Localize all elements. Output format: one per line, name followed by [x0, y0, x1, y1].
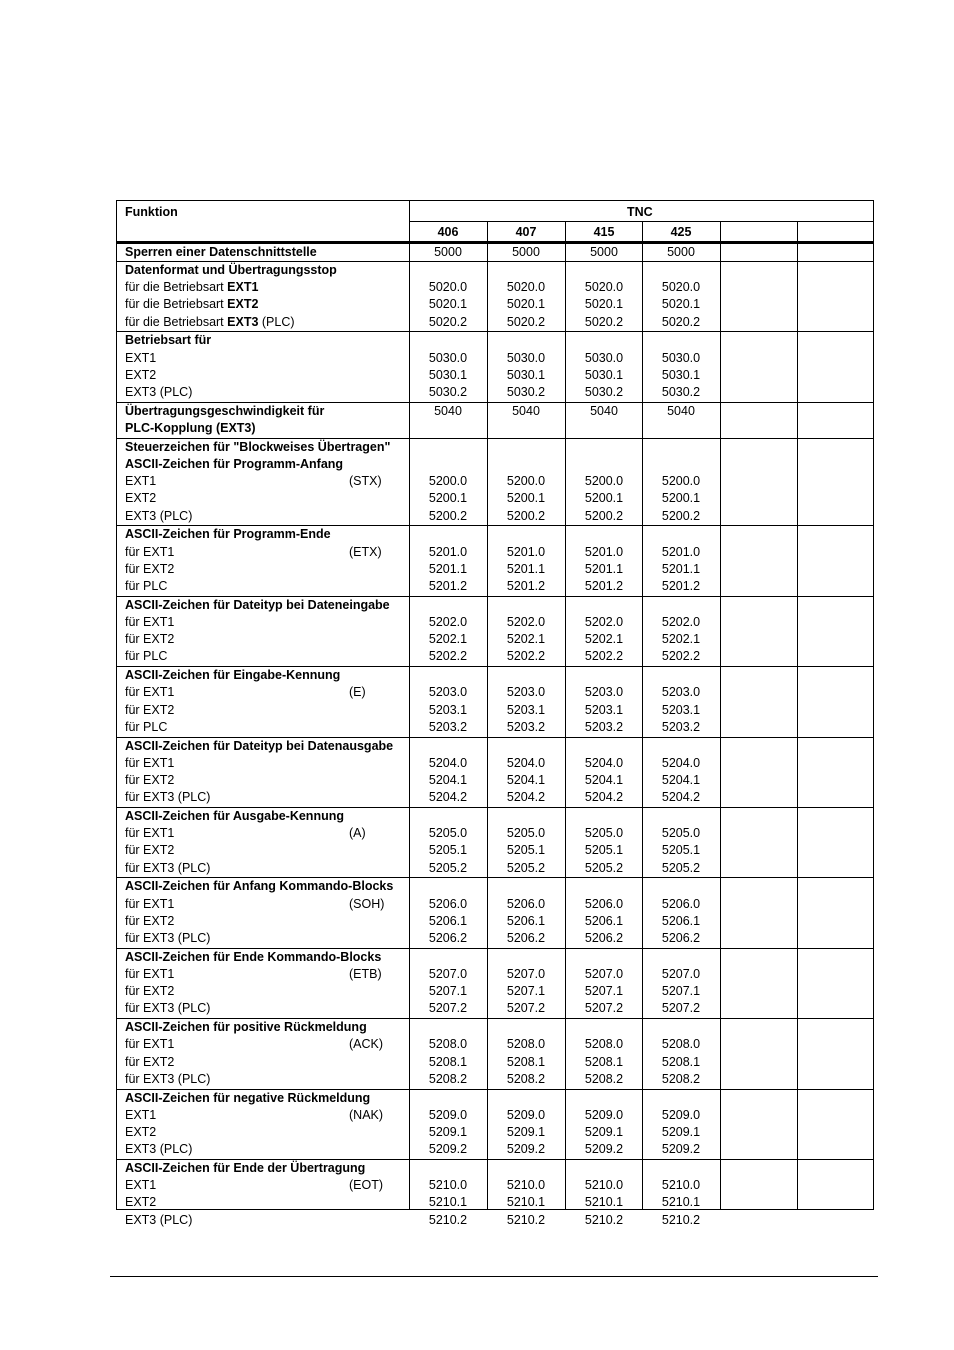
ascii-code-label: (EOT) — [349, 1178, 384, 1193]
row-value: 5203.2 — [584, 719, 624, 734]
row-label: für PLC — [125, 649, 168, 664]
group-title: Datenformat und Übertragungsstop — [125, 263, 337, 277]
row-value: 5207.1 — [506, 984, 546, 999]
row-value: 5209.0 — [661, 1107, 701, 1122]
row-value: 5208.1 — [428, 1054, 468, 1069]
row-value: 5204.2 — [584, 790, 624, 805]
row-value: 5207.1 — [428, 984, 468, 999]
row-label: für EXT2 — [125, 632, 175, 647]
row-value: 5203.0 — [428, 685, 468, 700]
sperren-value-407: 5000 — [512, 245, 540, 259]
row-value: 5209.2 — [661, 1142, 701, 1157]
row-value: 5020.0 — [506, 280, 546, 295]
row-value: 5204.0 — [661, 755, 701, 770]
ascii-code-label: (ETX) — [349, 544, 382, 559]
row-label: für EXT2 — [125, 913, 175, 928]
sperren-value-415: 5000 — [590, 245, 618, 259]
row-value: 5210.0 — [428, 1178, 468, 1193]
row-label: EXT3 (PLC) — [125, 508, 193, 523]
group-value: 5040 — [590, 403, 618, 418]
row-value: 5207.0 — [661, 967, 701, 981]
row-value: 5030.2 — [506, 385, 546, 399]
row-value: 5205.0 — [584, 826, 624, 841]
row-value: 5205.1 — [661, 843, 701, 858]
row-label: EXT2 — [125, 1195, 157, 1210]
row-value: 5020.1 — [661, 297, 701, 312]
group-title: ASCII-Zeichen für Dateityp bei Dateneingabe — [125, 597, 390, 612]
parameter-table — [116, 200, 874, 1227]
row-label: für die Betriebsart EXT2 — [125, 297, 259, 312]
row-value: 5208.2 — [428, 1071, 468, 1086]
footer-rule — [110, 1276, 878, 1277]
row-label: für EXT3 (PLC) — [125, 1071, 211, 1086]
row-value: 5205.1 — [428, 843, 468, 858]
row-value: 5201.0 — [506, 544, 546, 559]
row-value: 5203.1 — [584, 702, 624, 717]
group-title: Steuerzeichen für "Blockweises Übertragen" — [125, 439, 391, 454]
row-value: 5020.2 — [661, 314, 701, 329]
row-value: 5210.1 — [584, 1195, 624, 1210]
row-value: 5207.0 — [506, 967, 546, 981]
row-value: 5208.1 — [506, 1054, 546, 1069]
row-value: 5203.0 — [584, 685, 624, 700]
row-label: EXT1 — [125, 474, 157, 489]
row-value: 5030.0 — [506, 350, 546, 365]
group-title: ASCII-Zeichen für Ende Kommando-Blocks — [125, 949, 382, 964]
row-value: 5202.2 — [584, 649, 624, 664]
column-divider — [797, 221, 798, 1209]
row-value: 5201.0 — [428, 544, 468, 559]
row-label: für EXT1 — [125, 826, 175, 841]
row-value: 5207.0 — [584, 967, 624, 981]
header-divider — [409, 221, 873, 222]
group-title: Übertragungsgeschwindigkeit für — [125, 403, 325, 418]
row-value: 5203.1 — [506, 702, 546, 717]
row-label: EXT3 (PLC) — [125, 1212, 193, 1227]
row-value: 5030.1 — [661, 367, 701, 382]
row-value: 5206.1 — [584, 913, 624, 928]
row-divider — [117, 331, 873, 332]
row-value: 5207.2 — [506, 1001, 546, 1016]
row-label: für PLC — [125, 719, 168, 734]
group-title: ASCII-Zeichen für Eingabe-Kennung — [125, 668, 341, 683]
row-value: 5202.0 — [584, 615, 624, 629]
row-value: 5206.1 — [506, 913, 546, 928]
header-model-415: 415 — [593, 225, 615, 239]
row-value: 5202.1 — [661, 632, 701, 647]
row-value: 5209.1 — [661, 1125, 701, 1139]
row-value: 5204.0 — [584, 755, 624, 770]
header-model-406: 406 — [437, 225, 459, 239]
row-value: 5209.2 — [584, 1142, 624, 1157]
row-value: 5201.1 — [428, 561, 468, 576]
row-value: 5203.0 — [661, 685, 701, 700]
row-value: 5210.2 — [661, 1212, 701, 1227]
row-label: für EXT3 (PLC) — [125, 860, 211, 875]
row-value: 5200.1 — [428, 491, 468, 506]
row-value: 5204.0 — [506, 755, 546, 770]
row-value: 5209.2 — [506, 1142, 546, 1157]
row-value: 5204.2 — [506, 790, 546, 805]
row-label: für EXT1 — [125, 967, 175, 981]
group-value: 5040 — [434, 403, 462, 418]
header-model-425: 425 — [670, 225, 692, 239]
row-label: für EXT1 — [125, 755, 175, 770]
row-value: 5202.1 — [584, 632, 624, 647]
row-label: EXT2 — [125, 491, 157, 506]
row-label: EXT2 — [125, 367, 157, 382]
row-label: EXT1 — [125, 1107, 157, 1122]
row-label: EXT3 (PLC) — [125, 385, 193, 399]
row-label: für EXT2 — [125, 773, 175, 787]
row-value: 5202.1 — [506, 632, 546, 647]
ascii-code-label: (ETB) — [349, 967, 382, 981]
row-value: 5209.1 — [506, 1125, 546, 1139]
row-value: 5030.1 — [584, 367, 624, 382]
row-value: 5210.1 — [506, 1195, 546, 1210]
row-value: 5030.2 — [428, 385, 468, 399]
row-divider — [117, 261, 873, 262]
row-value: 5202.0 — [506, 615, 546, 629]
row-divider — [117, 596, 873, 597]
row-value: 5209.0 — [428, 1107, 468, 1122]
row-divider — [117, 807, 873, 808]
row-value: 5205.0 — [661, 826, 701, 841]
ascii-code-label: (E) — [349, 685, 366, 700]
row-divider — [117, 948, 873, 949]
ascii-code-label: (ACK) — [349, 1037, 384, 1052]
row-value: 5200.2 — [506, 508, 546, 523]
row-value: 5201.0 — [584, 544, 624, 559]
row-value: 5020.2 — [584, 314, 624, 329]
group-title: ASCII-Zeichen für Programm-Anfang — [125, 457, 344, 471]
row-value: 5205.1 — [506, 843, 546, 858]
row-label: für EXT2 — [125, 843, 175, 858]
row-value: 5207.0 — [428, 967, 468, 981]
row-value: 5206.2 — [428, 931, 468, 945]
group-title: ASCII-Zeichen für Programm-Ende — [125, 527, 331, 542]
row-value: 5204.1 — [506, 773, 546, 787]
row-value: 5201.2 — [661, 579, 701, 593]
column-divider — [487, 221, 488, 1209]
group-title: ASCII-Zeichen für negative Rückmeldung — [125, 1090, 371, 1105]
row-divider — [117, 737, 873, 738]
row-label: für EXT3 (PLC) — [125, 790, 211, 805]
ascii-code-label: (NAK) — [349, 1107, 384, 1122]
row-value: 5204.0 — [428, 755, 468, 770]
ascii-code-label: (SOH) — [349, 896, 385, 911]
row-label: für EXT2 — [125, 561, 175, 576]
row-value: 5205.2 — [661, 860, 701, 875]
row-value: 5209.0 — [584, 1107, 624, 1122]
row-value: 5207.2 — [428, 1001, 468, 1016]
row-value: 5030.1 — [428, 367, 468, 382]
header-tnc: TNC — [627, 205, 653, 219]
row-value: 5203.2 — [661, 719, 701, 734]
group-title: ASCII-Zeichen für Dateityp bei Datenausgabe — [125, 738, 394, 753]
row-value: 5208.0 — [428, 1037, 468, 1052]
row-value: 5206.2 — [506, 931, 546, 945]
row-value: 5020.1 — [428, 297, 468, 312]
row-value: 5209.1 — [584, 1125, 624, 1139]
row-value: 5203.1 — [428, 702, 468, 717]
row-value: 5210.2 — [584, 1212, 624, 1227]
row-value: 5020.0 — [661, 280, 701, 295]
row-value: 5020.0 — [584, 280, 624, 295]
row-value: 5207.2 — [584, 1001, 624, 1016]
row-value: 5020.2 — [428, 314, 468, 329]
row-value: 5200.2 — [584, 508, 624, 523]
column-divider — [565, 221, 566, 1209]
row-divider — [117, 1089, 873, 1090]
row-value: 5206.0 — [661, 896, 701, 911]
row-value: 5200.0 — [584, 474, 624, 489]
row-value: 5203.2 — [506, 719, 546, 734]
row-label: für die Betriebsart EXT3 (PLC) — [125, 314, 295, 329]
row-value: 5201.1 — [506, 561, 546, 576]
row-value: 5210.0 — [584, 1178, 624, 1193]
row-value: 5208.0 — [584, 1037, 624, 1052]
row-value: 5203.2 — [428, 719, 468, 734]
row-label: für EXT2 — [125, 984, 175, 999]
row-value: 5202.2 — [428, 649, 468, 664]
row-value: 5206.0 — [428, 896, 468, 911]
row-value: 5201.1 — [584, 561, 624, 576]
row-label: für die Betriebsart EXT1 — [125, 280, 259, 295]
column-divider — [642, 221, 643, 1209]
row-value: 5207.1 — [661, 984, 701, 999]
sperren-label: Sperren einer Datenschnittstelle — [125, 245, 317, 259]
row-divider — [117, 438, 873, 439]
row-value: 5200.2 — [428, 508, 468, 523]
row-value: 5205.1 — [584, 843, 624, 858]
row-value: 5208.2 — [661, 1071, 701, 1086]
row-value: 5205.2 — [584, 860, 624, 875]
row-value: 5203.1 — [661, 702, 701, 717]
row-value: 5204.2 — [428, 790, 468, 805]
row-value: 5205.0 — [428, 826, 468, 841]
row-value: 5204.2 — [661, 790, 701, 805]
header-bottom-rule — [117, 241, 873, 244]
row-value: 5208.0 — [661, 1037, 701, 1052]
row-value: 5201.2 — [428, 579, 468, 593]
group-title: ASCII-Zeichen für Ende der Übertragung — [125, 1161, 366, 1175]
row-label: für EXT1 — [125, 544, 175, 559]
row-value: 5020.0 — [428, 280, 468, 295]
row-value: 5209.1 — [428, 1125, 468, 1139]
row-value: 5201.0 — [661, 544, 701, 559]
group-title: PLC-Kopplung (EXT3) — [125, 421, 256, 435]
row-value: 5202.1 — [428, 632, 468, 647]
row-value: 5020.2 — [506, 314, 546, 329]
row-value: 5210.2 — [428, 1212, 468, 1227]
row-value: 5204.1 — [584, 773, 624, 787]
row-value: 5208.2 — [584, 1071, 624, 1086]
row-label: für EXT1 — [125, 896, 175, 911]
row-value: 5206.2 — [661, 931, 701, 945]
row-value: 5210.0 — [661, 1178, 701, 1193]
row-label: für EXT1 — [125, 1037, 175, 1052]
row-value: 5201.2 — [506, 579, 546, 593]
row-value: 5030.0 — [661, 350, 701, 365]
row-value: 5200.0 — [506, 474, 546, 489]
row-label: für EXT2 — [125, 702, 175, 717]
row-value: 5030.2 — [584, 385, 624, 399]
row-divider — [117, 666, 873, 667]
row-value: 5203.0 — [506, 685, 546, 700]
column-divider — [720, 221, 721, 1209]
row-label: EXT2 — [125, 1125, 157, 1139]
row-value: 5205.2 — [428, 860, 468, 875]
sperren-value-406: 5000 — [434, 245, 462, 259]
row-value: 5202.2 — [661, 649, 701, 664]
row-value: 5205.2 — [506, 860, 546, 875]
row-value: 5208.2 — [506, 1071, 546, 1086]
row-value: 5020.1 — [506, 297, 546, 312]
ascii-code-label: (STX) — [349, 474, 382, 489]
row-value: 5206.1 — [661, 913, 701, 928]
group-title: ASCII-Zeichen für Ausgabe-Kennung — [125, 809, 344, 823]
row-value: 5208.1 — [584, 1054, 624, 1069]
row-label: EXT3 (PLC) — [125, 1142, 193, 1157]
row-value: 5210.1 — [661, 1195, 701, 1210]
row-value: 5202.0 — [428, 615, 468, 629]
row-value: 5201.1 — [661, 561, 701, 576]
row-value: 5030.0 — [428, 350, 468, 365]
header-funktion: Funktion — [125, 205, 178, 219]
row-label: für PLC — [125, 579, 168, 593]
ascii-code-label: (A) — [349, 826, 366, 841]
row-label: für EXT3 (PLC) — [125, 1001, 211, 1016]
group-title: ASCII-Zeichen für Anfang Kommando-Blocks — [125, 879, 394, 894]
row-value: 5210.0 — [506, 1178, 546, 1193]
row-value: 5204.1 — [661, 773, 701, 787]
header-model-407: 407 — [515, 225, 537, 239]
row-value: 5030.0 — [584, 350, 624, 365]
sperren-value-425: 5000 — [667, 245, 695, 259]
row-value: 5209.2 — [428, 1142, 468, 1157]
row-divider — [117, 877, 873, 878]
row-value: 5207.2 — [661, 1001, 701, 1016]
row-value: 5200.2 — [661, 508, 701, 523]
row-label: für EXT1 — [125, 685, 175, 700]
row-value: 5206.2 — [584, 931, 624, 945]
row-label: EXT1 — [125, 1178, 157, 1193]
row-value: 5206.0 — [584, 896, 624, 911]
group-value: 5040 — [512, 403, 540, 418]
group-value: 5040 — [667, 403, 695, 418]
row-value: 5030.2 — [661, 385, 701, 399]
row-divider — [117, 525, 873, 526]
row-divider — [117, 402, 873, 403]
row-value: 5200.1 — [584, 491, 624, 506]
row-value: 5206.0 — [506, 896, 546, 911]
row-value: 5020.1 — [584, 297, 624, 312]
row-value: 5210.1 — [428, 1195, 468, 1210]
row-value: 5201.2 — [584, 579, 624, 593]
row-value: 5205.0 — [506, 826, 546, 841]
row-value: 5202.2 — [506, 649, 546, 664]
row-label: für EXT1 — [125, 615, 175, 629]
row-value: 5209.0 — [506, 1107, 546, 1122]
column-divider — [409, 201, 410, 1209]
group-title: Betriebsart für — [125, 333, 212, 348]
row-value: 5200.0 — [428, 474, 468, 489]
row-value: 5206.1 — [428, 913, 468, 928]
row-label: für EXT3 (PLC) — [125, 931, 211, 945]
row-value: 5207.1 — [584, 984, 624, 999]
row-value: 5200.1 — [661, 491, 701, 506]
group-title: ASCII-Zeichen für positive Rückmeldung — [125, 1020, 367, 1035]
row-value: 5208.0 — [506, 1037, 546, 1052]
row-value: 5210.2 — [506, 1212, 546, 1227]
row-divider — [117, 1018, 873, 1019]
row-value: 5200.1 — [506, 491, 546, 506]
row-value: 5204.1 — [428, 773, 468, 787]
row-label: für EXT2 — [125, 1054, 175, 1069]
row-value: 5200.0 — [661, 474, 701, 489]
row-label: EXT1 — [125, 350, 157, 365]
row-value: 5030.1 — [506, 367, 546, 382]
row-divider — [117, 1159, 873, 1160]
row-value: 5202.0 — [661, 615, 701, 629]
row-value: 5208.1 — [661, 1054, 701, 1069]
